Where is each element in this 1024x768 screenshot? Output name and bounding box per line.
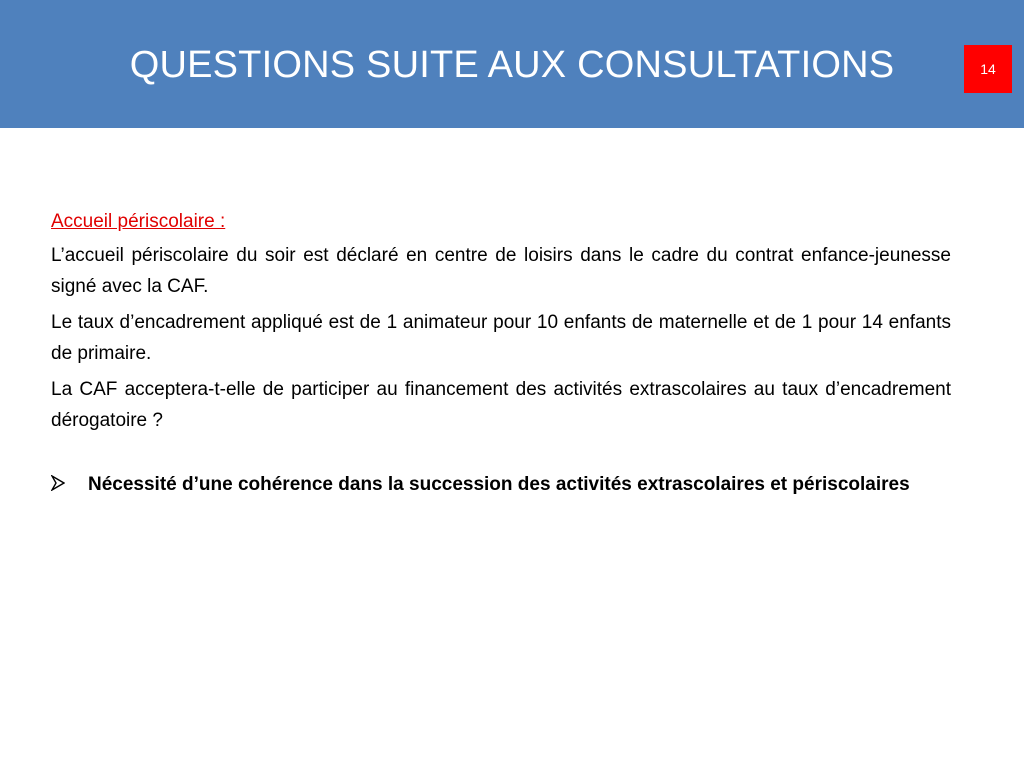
slide-title: QUESTIONS SUITE AUX CONSULTATIONS	[129, 44, 895, 86]
section-heading: Accueil périscolaire :	[51, 211, 226, 232]
paragraph: L’accueil périscolaire du soir est déclaré en centre de loisirs dans le cadre du contrat enfance-jeunesse signé avec la CAF.	[51, 245, 951, 297]
arrow-bullet-icon	[51, 469, 88, 500]
title-bar	[0, 0, 1024, 128]
slide-body	[51, 206, 951, 500]
bullet-text: Nécessité d’une cohérence dans la succession des activités extrascolaires et périscolaires	[88, 474, 910, 495]
paragraph: La CAF acceptera-t-elle de participer au financement des activités extrascolaires au taux d’encadrement dérogatoire ?	[51, 379, 951, 431]
bullet-item	[51, 469, 951, 500]
paragraph: Le taux d’encadrement appliqué est de 1 animateur pour 10 enfants de maternelle et de 1 pour 14 enfants de primaire.	[51, 312, 951, 364]
page-number-badge: 14	[964, 45, 1012, 93]
